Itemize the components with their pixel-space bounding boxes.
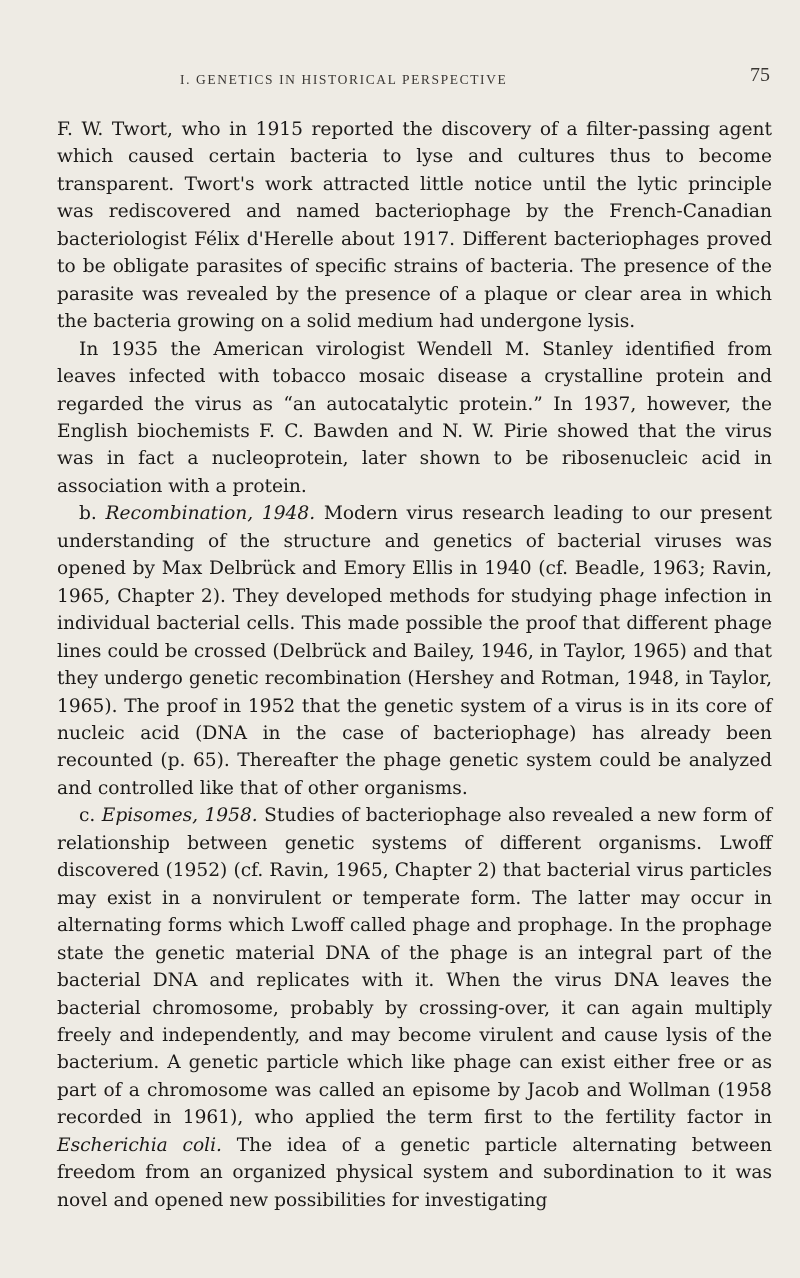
paragraph-text: Modern virus research leading to our present understanding of the structure and genetics of bacterial viruses was opened by Max Delbrück and Emory Ellis in 1940 (cf. Beadle, 1963; Ravin, 1965, Chapter 2). They developed methods for studying phage infection in individual bacterial cells. This made possible the proof that different phage lines could be crossed (Delbrück and Bailey, 1946, in Taylor, 1965) and that they undergo genetic recombination (Hershey and Rotman, 1948, in Taylor, 1965). The proof in 1952 that the genetic system of a virus is in its core of nucleic acid (DNA in the case of bacteriophage) has already been recounted (p. 65). Thereafter the phage genetic system could be analyzed and controlled like that of other organisms. [57,503,772,799]
species-name: Escherichia coli. [57,1134,222,1156]
paragraph-twort: F. W. Twort, who in 1915 reported the discovery of a filter-passing agent which caused certain bacteria to lyse and cultures thus to become transparent. Twort's work attracted little notice until the lytic principle was rediscovered and named bacteriophage by the French-Canadian bacteriologist Félix d'Herelle about 1917. Different bacteriophages proved to be obligate parasites of specific strains of bacteria. The presence of the parasite was revealed by the presence of a plaque or clear area in which the bacteria growing on a solid medium had undergone lysis. [57,119,772,333]
section-label: c. [79,805,96,827]
paragraph-recombination [57,500,772,802]
body-text [57,116,772,1214]
paragraph-episomes [57,802,772,1214]
paragraph-text: Studies of bacteriophage also revealed a new form of relationship between genetic systems of different organisms. Lwoff discovered (1952) (cf. Ravin, 1965, Chapter 2) that bacterial virus particles may exist in a nonvirulent or temperate form. The latter may occur in alternating forms which Lwoff called phage and prophage. In the prophage state the genetic material DNA of the phage is an integral part of the bacterial DNA and replicates with it. When the virus DNA leaves the bacterial chromosome, probably by crossing-over, it can again multiply freely and independently, and may become virulent and cause lysis of the bacterium. A genetic particle which like phage can exist either free or as part of a chromosome was called an episome by Jacob and Wollman (1958 recorded in 1961), who applied the term first to the fertility factor in [57,805,772,1129]
section-heading-episomes: Episomes, 1958. [101,805,258,827]
page-number: 75 [750,64,770,86]
section-heading-recombination: Recombination, 1948. [105,503,316,525]
section-label: b. [79,503,97,525]
paragraph-text-continued: The idea of a genetic particle alternating between freedom from an organized physical system and subordination to it was novel and opened new possibilities for investigating [57,1134,772,1211]
paragraph-stanley: In 1935 the American virologist Wendell M. Stanley identified from leaves infected with tobacco mosaic disease a crystalline protein and regarded the virus as “an autocatalytic protein.” In 1937, however, the English biochemists F. C. Bawden and N. W. Pirie showed that the virus was in fact a nucleoprotein, later shown to be ribosenucleic acid in association with a protein. [57,338,772,497]
running-head: I. GENETICS IN HISTORICAL PERSPECTIVE [180,72,508,87]
